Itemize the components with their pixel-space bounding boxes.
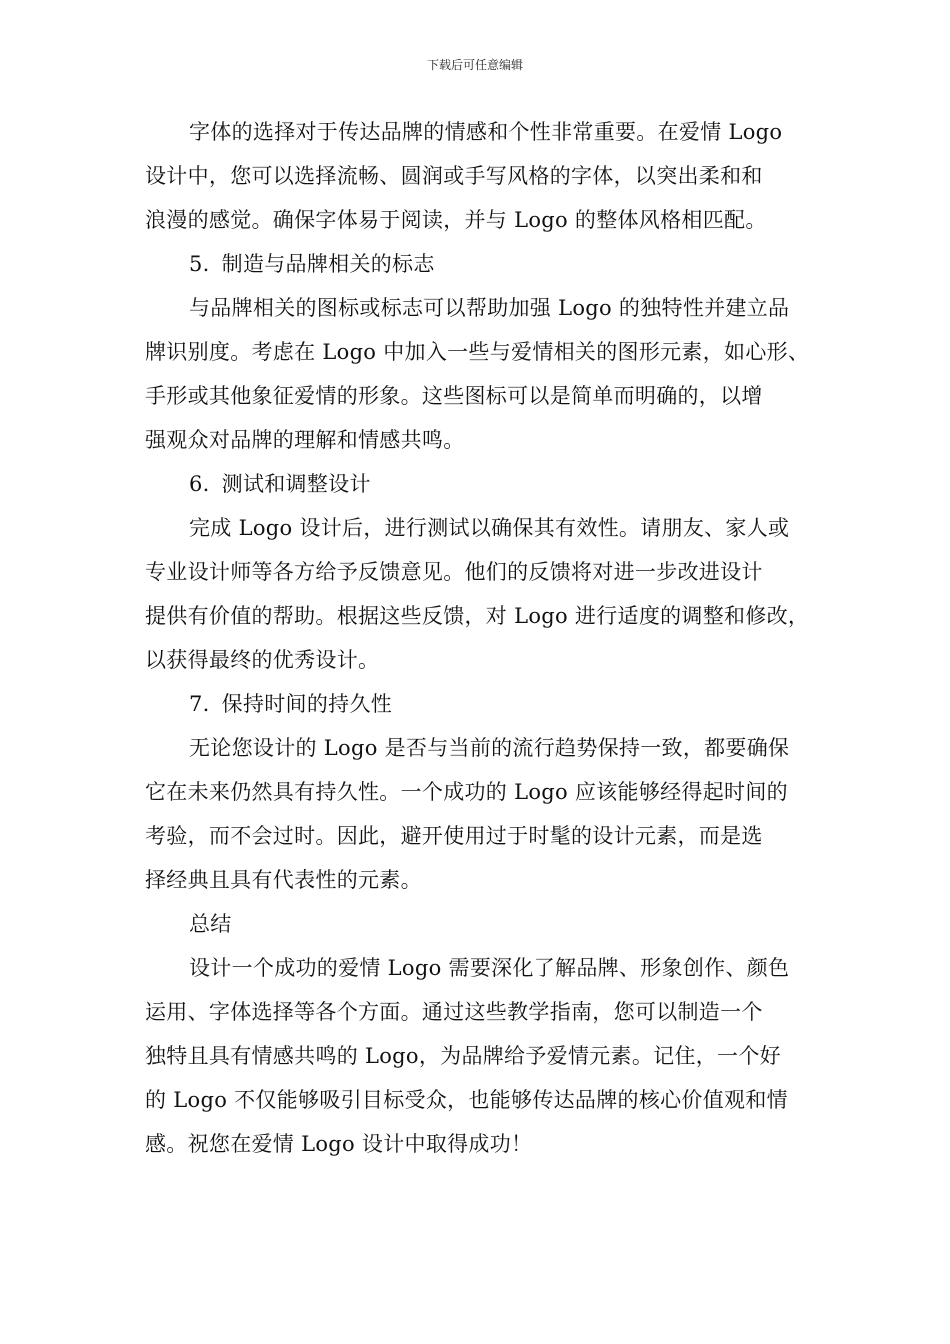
paragraph-line: 专业设计师等各方给予反馈意见。他们的反馈将对进一步改进设计 (145, 560, 763, 584)
body-paragraph (145, 726, 825, 902)
section-title: 总结 (189, 912, 232, 936)
paragraph-line: 完成 Logo 设计后，进行测试以确保其有效性。请朋友、家人或 (189, 516, 790, 540)
section-title: 测试和调整设计 (221, 472, 371, 496)
section-number: 7. (189, 692, 210, 716)
section-heading (145, 682, 825, 726)
paragraph-line: 运用、字体选择等各个方面。通过这些教学指南，您可以制造一个 (145, 1000, 763, 1024)
paragraph-line: 它在未来仍然具有持久性。一个成功的 Logo 应该能够经得起时间的 (145, 780, 788, 804)
paragraph-line: 独特且具有情感共鸣的 Logo，为品牌给予爱情元素。记住，一个好 (145, 1044, 781, 1068)
body-paragraph (145, 286, 825, 462)
section-title: 保持时间的持久性 (221, 692, 393, 716)
body-paragraph (145, 110, 825, 242)
section-heading (145, 902, 825, 946)
section-number: 5. (189, 252, 210, 276)
section-heading (145, 462, 825, 506)
paragraph-line: 设计一个成功的爱情 Logo 需要深化了解品牌、形象创作、颜色 (189, 956, 790, 980)
section-number: 6. (189, 472, 210, 496)
section-title: 制造与品牌相关的标志 (221, 252, 435, 276)
paragraph-line: 浪漫的感觉。确保字体易于阅读，并与 Logo 的整体风格相匹配。 (145, 208, 767, 232)
paragraph-line: 与品牌相关的图标或标志可以帮助加强 Logo 的独特性并建立品 (189, 296, 790, 320)
paragraph-line: 无论您设计的 Logo 是否与当前的流行趋势保持一致，都要确保 (189, 736, 790, 760)
paragraph-line: 的 Logo 不仅能够吸引目标受众，也能够传达品牌的核心价值观和情 (145, 1088, 788, 1112)
paragraph-line: 手形或其他象征爱情的形象。这些图标可以是简单而明确的，以增 (145, 384, 763, 408)
paragraph-line: 感。祝您在爱情 Logo 设计中取得成功！ (145, 1132, 533, 1156)
paragraph-line: 牌识别度。考虑在 Logo 中加入一些与爱情相关的图形元素，如心形、 (145, 340, 810, 364)
section-heading (145, 242, 825, 286)
header-note: 下载后可任意编辑 (426, 58, 523, 72)
body-paragraph (145, 506, 825, 682)
body-paragraph (145, 946, 825, 1166)
paragraph-line: 字体的选择对于传达品牌的情感和个性非常重要。在爱情 Logo (189, 120, 783, 144)
paragraph-line: 设计中，您可以选择流畅、圆润或手写风格的字体，以突出柔和和 (145, 164, 763, 188)
document-body (145, 110, 825, 1166)
paragraph-line: 以获得最终的优秀设计。 (145, 648, 380, 672)
paragraph-line: 择经典且具有代表性的元素。 (145, 868, 422, 892)
paragraph-line: 强观众对品牌的理解和情感共鸣。 (145, 428, 465, 452)
paragraph-line: 考验，而不会过时。因此，避开使用过于时髦的设计元素，而是选 (145, 824, 763, 848)
paragraph-line: 提供有价值的帮助。根据这些反馈，对 Logo 进行适度的调整和修改， (145, 604, 810, 628)
